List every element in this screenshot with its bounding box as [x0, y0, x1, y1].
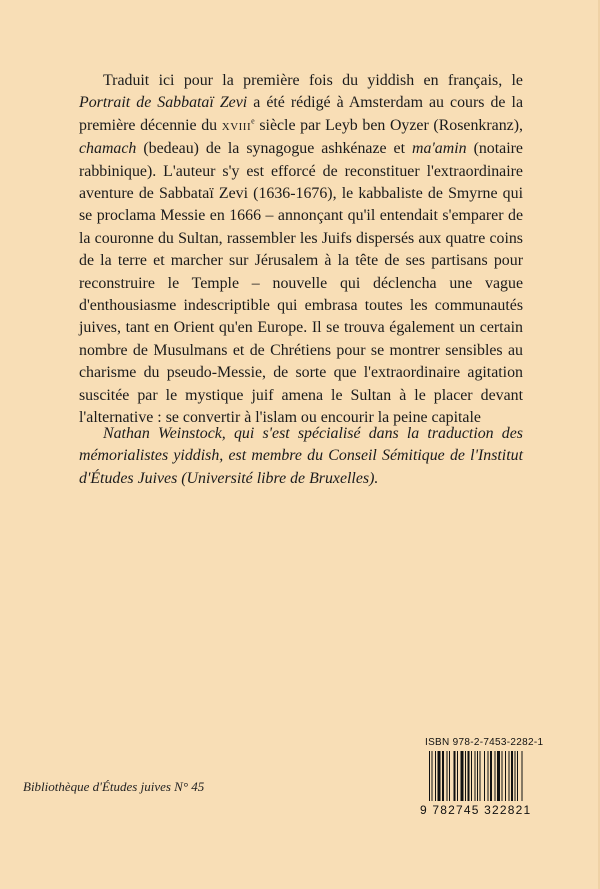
translator-bio: Nathan Weinstock, qui s'est spécialisé dans la traduction des mémorialistes yiddish, est membre du Conseil Sémitique de l'Institut d'Études Juives (Université libre de Bruxelles).	[79, 425, 523, 487]
book-title: Portrait de Sabbataï Zevi	[79, 94, 248, 112]
series-label: Bibliothèque d'Études juives N° 45	[23, 779, 205, 794]
blurb-text-4: (bedeau) de la synagogue ashkénaze et	[136, 140, 412, 158]
back-cover-blurb	[79, 70, 523, 430]
blurb-text-2: a été rédigé à Amsterdam au cours de la première décennie du	[79, 94, 523, 134]
barcode-digits: 9 782745 322821	[420, 803, 532, 817]
term-chamach: chamach	[79, 140, 137, 158]
barcode-icon	[429, 751, 555, 803]
century-superscript: e	[251, 116, 255, 126]
blurb-text-5: (notaire rabbinique). L'auteur s'y est efforcé de reconstituer l'extraordinaire aventure de Sabbataï Zevi (1636-1676), le kabbaliste de Smyrne qui se proclama Messie en 1666 – annonçant qu'il entendait s'emparer de la couronne du Sultan, rassembler les Juifs dispersés aux quatre coins de la terre et marcher sur Jérusalem à la tête de ses partisans pour reconstruire le Temple – nouvelle qui déclencha une vague d'enthousiasme indescriptible qui embrasa toutes les communautés juives, tant en Orient qu'en Europe. Il se trouva également un certain nombre de Musulmans et de Chrétiens pour se montrer sensibles au charisme du pseudo-Messie, de sorte que l'extraordinaire agitation suscitée par le mystique juif amena le Sultan à le placer devant l'alternative : se convertir à l'islam ou encourir la peine capitale	[79, 140, 523, 427]
century-numeral: XVIII	[221, 120, 252, 133]
isbn-barcode	[420, 737, 556, 817]
isbn-label: ISBN 978-2-7453-2282-1	[425, 737, 544, 748]
term-maamin: ma'amin	[411, 140, 467, 158]
blurb-text-3: siècle par Leyb ben Oyzer (Rosenkranz),	[254, 116, 523, 134]
blurb-text-1: Traduit ici pour la première fois du yiddish en français, le	[103, 72, 523, 89]
